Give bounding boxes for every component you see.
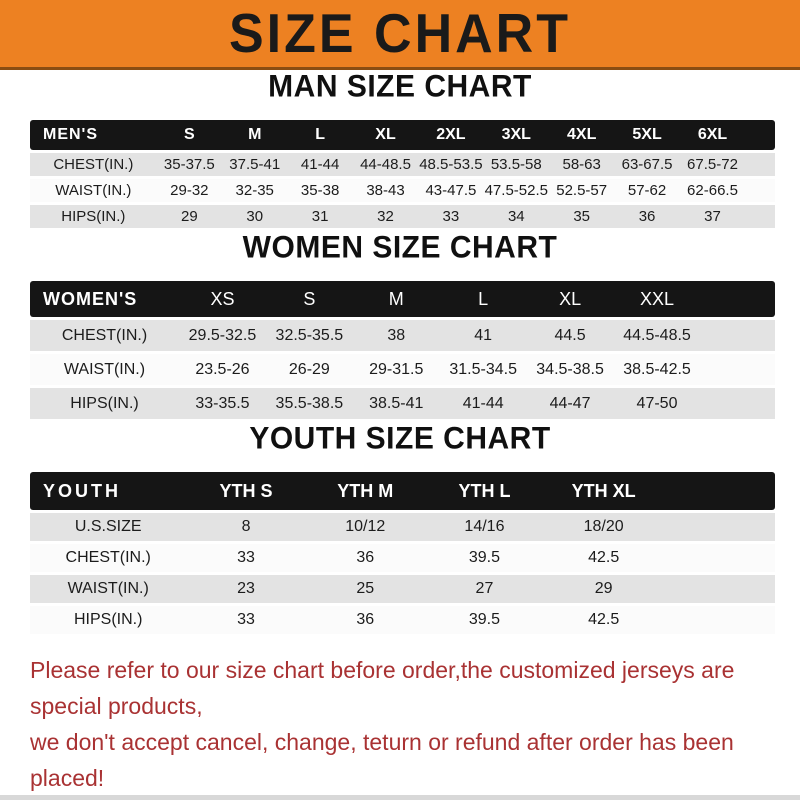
man-size-chart-heading: MAN SIZE CHART bbox=[268, 69, 532, 104]
size-column-header: 6XL bbox=[680, 120, 745, 150]
row-label: HIPS(IN.) bbox=[30, 388, 179, 419]
size-value-cell: 35-37.5 bbox=[157, 153, 222, 176]
row-spacer bbox=[701, 388, 776, 419]
women-header-bar bbox=[30, 281, 775, 317]
size-value-cell: 32 bbox=[353, 205, 418, 228]
women-size-chart-section bbox=[0, 231, 800, 422]
row-label: U.S.SIZE bbox=[30, 513, 186, 541]
size-value-cell: 29-32 bbox=[157, 179, 222, 202]
size-value-cell: 33-35.5 bbox=[179, 388, 266, 419]
youth-header-bar bbox=[30, 472, 775, 510]
size-value-cell: 36 bbox=[306, 544, 425, 572]
table-row bbox=[30, 205, 775, 228]
size-value-cell: 29-31.5 bbox=[353, 354, 440, 385]
size-value-cell: 43-47.5 bbox=[418, 179, 483, 202]
size-value-cell: 63-67.5 bbox=[614, 153, 679, 176]
size-value-cell: 25 bbox=[306, 575, 425, 603]
size-value-cell: 8 bbox=[186, 513, 305, 541]
row-spacer bbox=[701, 320, 776, 351]
size-value-cell: 32-35 bbox=[222, 179, 287, 202]
size-value-cell: 33 bbox=[186, 544, 305, 572]
size-value-cell: 23 bbox=[186, 575, 305, 603]
size-value-cell: 32.5-35.5 bbox=[266, 320, 353, 351]
disclaimer-line-2: we don't accept cancel, change, teturn or refund after order has been placed! bbox=[30, 729, 734, 791]
row-spacer bbox=[663, 606, 775, 634]
size-value-cell: 26-29 bbox=[266, 354, 353, 385]
size-value-cell: 23.5-26 bbox=[179, 354, 266, 385]
size-value-cell: 42.5 bbox=[544, 606, 663, 634]
table-row bbox=[30, 575, 775, 603]
size-value-cell: 53.5-58 bbox=[484, 153, 549, 176]
size-value-cell: 41 bbox=[440, 320, 527, 351]
table-row bbox=[30, 544, 775, 572]
size-value-cell: 29.5-32.5 bbox=[179, 320, 266, 351]
men-corner-label: MEN'S bbox=[30, 120, 157, 150]
size-value-cell: 48.5-53.5 bbox=[418, 153, 483, 176]
size-value-cell: 31 bbox=[287, 205, 352, 228]
row-label: WAIST(IN.) bbox=[30, 179, 157, 202]
row-spacer bbox=[663, 575, 775, 603]
size-value-cell: 35.5-38.5 bbox=[266, 388, 353, 419]
men-size-table bbox=[30, 117, 775, 231]
size-column-header: 4XL bbox=[549, 120, 614, 150]
row-label: CHEST(IN.) bbox=[30, 153, 157, 176]
size-value-cell: 38-43 bbox=[353, 179, 418, 202]
table-row bbox=[30, 388, 775, 419]
size-value-cell: 37 bbox=[680, 205, 745, 228]
size-value-cell: 47-50 bbox=[614, 388, 701, 419]
size-column-header: L bbox=[440, 281, 527, 317]
man-size-chart-section bbox=[0, 70, 800, 231]
table-row bbox=[30, 153, 775, 176]
size-column-header: S bbox=[266, 281, 353, 317]
youth-size-chart-section bbox=[0, 422, 800, 637]
size-value-cell: 57-62 bbox=[614, 179, 679, 202]
disclaimer-line-1: Please refer to our size chart before order,the customized jerseys are special products, bbox=[30, 657, 735, 719]
header-spacer bbox=[663, 472, 775, 510]
table-row bbox=[30, 320, 775, 351]
men-header-bar bbox=[30, 120, 775, 150]
size-value-cell: 44.5 bbox=[527, 320, 614, 351]
row-label: HIPS(IN.) bbox=[30, 606, 186, 634]
size-chart-banner bbox=[0, 0, 800, 70]
row-spacer bbox=[701, 354, 776, 385]
size-column-header: YTH XL bbox=[544, 472, 663, 510]
size-value-cell: 44-48.5 bbox=[353, 153, 418, 176]
size-value-cell: 33 bbox=[186, 606, 305, 634]
size-value-cell: 44-47 bbox=[527, 388, 614, 419]
size-column-header: 5XL bbox=[614, 120, 679, 150]
size-value-cell: 14/16 bbox=[425, 513, 544, 541]
size-column-header: L bbox=[287, 120, 352, 150]
size-value-cell: 38.5-41 bbox=[353, 388, 440, 419]
women-size-table bbox=[30, 278, 775, 422]
size-value-cell: 62-66.5 bbox=[680, 179, 745, 202]
size-value-cell: 39.5 bbox=[425, 606, 544, 634]
size-value-cell: 34.5-38.5 bbox=[527, 354, 614, 385]
row-spacer bbox=[745, 153, 775, 176]
size-value-cell: 37.5-41 bbox=[222, 153, 287, 176]
size-column-header: XL bbox=[353, 120, 418, 150]
size-column-header: M bbox=[222, 120, 287, 150]
size-value-cell: 52.5-57 bbox=[549, 179, 614, 202]
size-value-cell: 38.5-42.5 bbox=[614, 354, 701, 385]
table-row bbox=[30, 179, 775, 202]
youth-size-table bbox=[30, 469, 775, 637]
size-value-cell: 41-44 bbox=[440, 388, 527, 419]
banner-title: SIZE CHART bbox=[229, 2, 571, 65]
size-value-cell: 31.5-34.5 bbox=[440, 354, 527, 385]
size-value-cell: 35 bbox=[549, 205, 614, 228]
size-column-header: YTH L bbox=[425, 472, 544, 510]
size-value-cell: 35-38 bbox=[287, 179, 352, 202]
size-value-cell: 67.5-72 bbox=[680, 153, 745, 176]
size-value-cell: 29 bbox=[157, 205, 222, 228]
size-value-cell: 36 bbox=[614, 205, 679, 228]
table-row bbox=[30, 513, 775, 541]
row-label: HIPS(IN.) bbox=[30, 205, 157, 228]
size-column-header: XL bbox=[527, 281, 614, 317]
size-value-cell: 47.5-52.5 bbox=[484, 179, 549, 202]
size-column-header: 3XL bbox=[484, 120, 549, 150]
size-value-cell: 34 bbox=[484, 205, 549, 228]
size-value-cell: 27 bbox=[425, 575, 544, 603]
size-column-header: XS bbox=[179, 281, 266, 317]
header-spacer bbox=[701, 281, 776, 317]
women-size-chart-heading: WOMEN SIZE CHART bbox=[242, 230, 558, 265]
youth-size-chart-heading: YOUTH SIZE CHART bbox=[249, 421, 551, 456]
row-label: CHEST(IN.) bbox=[30, 544, 186, 572]
size-column-header: 2XL bbox=[418, 120, 483, 150]
row-spacer bbox=[745, 205, 775, 228]
size-column-header: S bbox=[157, 120, 222, 150]
size-value-cell: 33 bbox=[418, 205, 483, 228]
bottom-edge-strip bbox=[0, 795, 800, 800]
row-spacer bbox=[663, 513, 775, 541]
size-value-cell: 36 bbox=[306, 606, 425, 634]
charts-area bbox=[0, 70, 800, 637]
size-value-cell: 30 bbox=[222, 205, 287, 228]
row-spacer bbox=[663, 544, 775, 572]
row-label: CHEST(IN.) bbox=[30, 320, 179, 351]
size-value-cell: 41-44 bbox=[287, 153, 352, 176]
size-value-cell: 39.5 bbox=[425, 544, 544, 572]
size-column-header: YTH M bbox=[306, 472, 425, 510]
size-value-cell: 38 bbox=[353, 320, 440, 351]
size-value-cell: 29 bbox=[544, 575, 663, 603]
size-value-cell: 44.5-48.5 bbox=[614, 320, 701, 351]
table-row bbox=[30, 606, 775, 634]
size-column-header: M bbox=[353, 281, 440, 317]
order-disclaimer bbox=[30, 652, 780, 796]
size-column-header: XXL bbox=[614, 281, 701, 317]
row-spacer bbox=[745, 179, 775, 202]
size-column-header: YTH S bbox=[186, 472, 305, 510]
size-value-cell: 18/20 bbox=[544, 513, 663, 541]
table-row bbox=[30, 354, 775, 385]
size-value-cell: 42.5 bbox=[544, 544, 663, 572]
size-value-cell: 58-63 bbox=[549, 153, 614, 176]
women-corner-label: WOMEN'S bbox=[30, 281, 179, 317]
header-spacer bbox=[745, 120, 775, 150]
youth-corner-label: YOUTH bbox=[30, 472, 186, 510]
row-label: WAIST(IN.) bbox=[30, 575, 186, 603]
row-label: WAIST(IN.) bbox=[30, 354, 179, 385]
size-value-cell: 10/12 bbox=[306, 513, 425, 541]
